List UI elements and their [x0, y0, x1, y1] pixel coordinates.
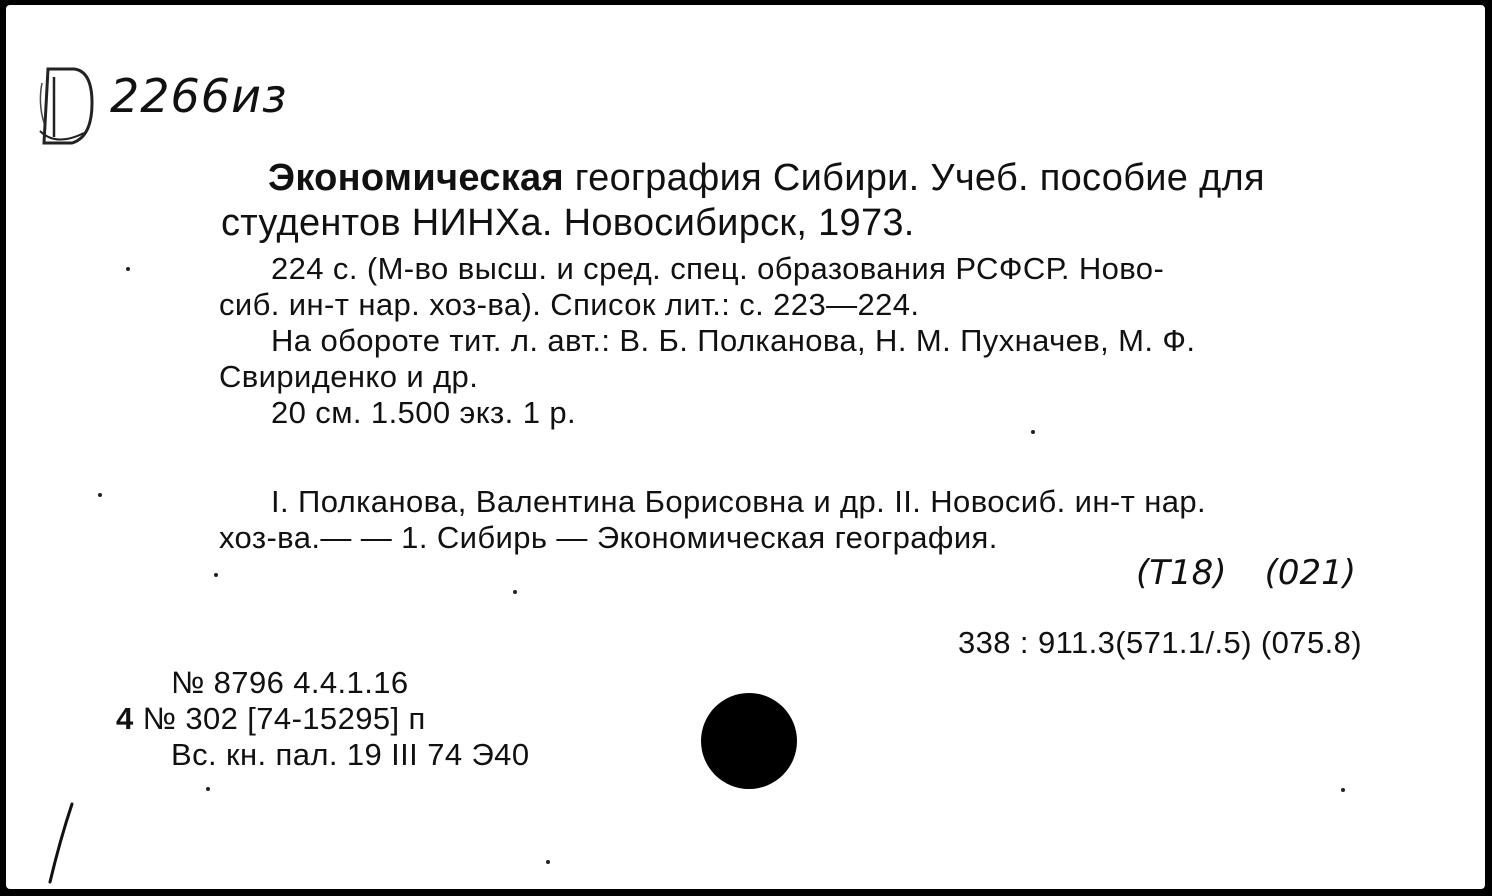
- description-line-1: 224 с. (М-во высш. и сред. спец. образования РСФСР. Ново-: [271, 251, 1165, 286]
- speck: [214, 573, 218, 577]
- speck: [513, 590, 517, 594]
- speck: [1031, 430, 1035, 434]
- handwritten-code-2: (021): [1264, 553, 1356, 593]
- speck: [206, 787, 210, 791]
- speck: [546, 860, 550, 864]
- title-line-2: студентов НИНХа. Новосибирск, 1973.: [221, 202, 915, 244]
- punch-hole: [701, 693, 797, 789]
- description-line-2: сиб. ин-т нар. хоз-ва). Список лит.: с. 223—224.: [219, 287, 920, 322]
- description-line-5: 20 см. 1.500 экз. 1 р.: [271, 395, 576, 430]
- record-line-2-rest: № 302 [74-15295] п: [133, 701, 426, 736]
- handwritten-code-1: (Т18): [1136, 553, 1227, 593]
- description-line-3: На обороте тит. л. авт.: В. Б. Полканова, Н. М. Пухначев, М. Ф.: [271, 323, 1196, 358]
- pen-stroke-mark: [42, 800, 82, 885]
- speck: [1341, 788, 1345, 792]
- tracing-line-1: I. Полканова, Валентина Борисовна и др. II. Новосиб. ин-т нар.: [271, 484, 1207, 519]
- record-copy-count: 4: [116, 701, 134, 736]
- shelfmark-handwritten: 2266из: [110, 69, 288, 123]
- speck: [98, 493, 102, 497]
- library-stamp-icon: [34, 63, 98, 153]
- tracing-line-2: хоз-ва.— — 1. Сибирь — Экономическая география.: [219, 520, 998, 555]
- handwritten-codes: [1136, 553, 1394, 593]
- speck: [126, 267, 130, 271]
- udc-index: 338 : 911.3(571.1/.5) (075.8): [958, 625, 1362, 660]
- record-line-3: Вс. кн. пал. 19 III 74 Э40: [171, 737, 530, 772]
- record-line-1: № 8796 4.4.1.16: [171, 665, 409, 700]
- description-line-4: Свириденко и др.: [219, 359, 479, 394]
- title-lead-word: Экономическая: [268, 157, 564, 199]
- title-line-1: [268, 157, 1265, 200]
- record-line-2: [116, 701, 426, 737]
- catalog-card: [6, 5, 1485, 889]
- title-rest: география Сибири. Учеб. пособие для: [563, 157, 1265, 199]
